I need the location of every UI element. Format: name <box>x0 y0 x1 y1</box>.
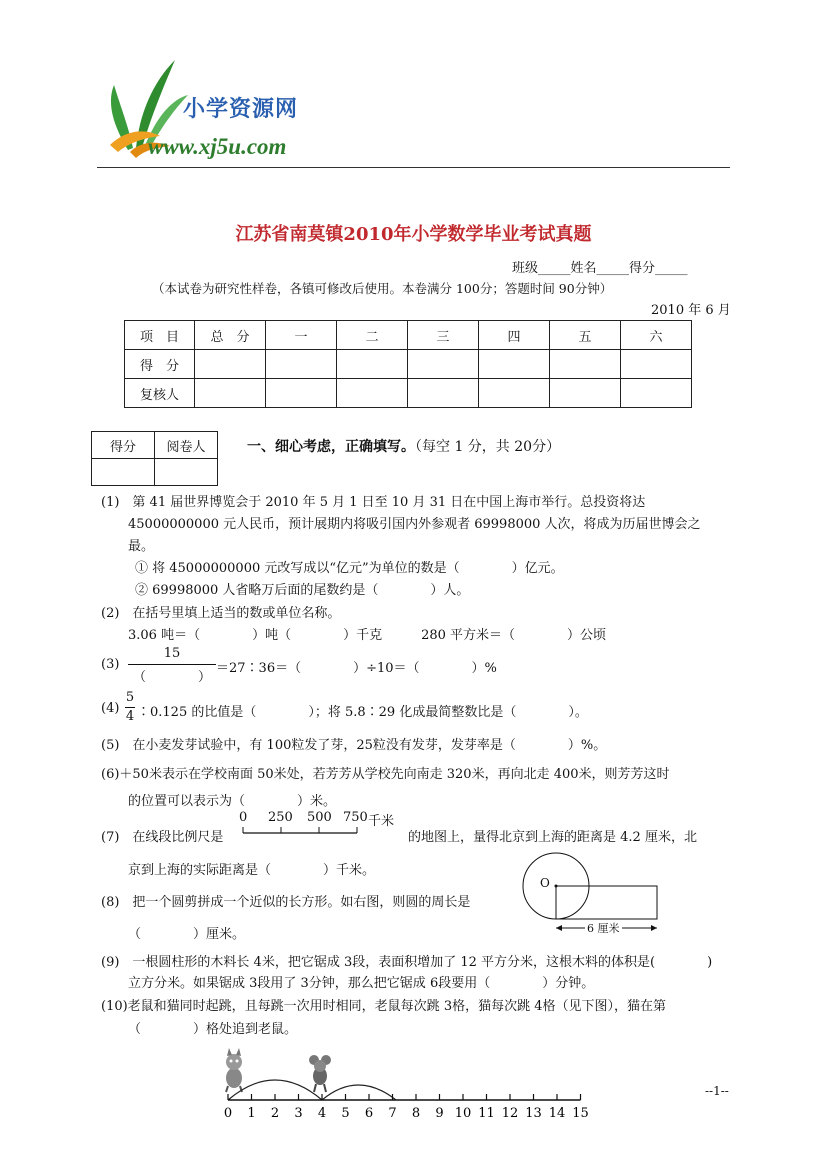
q7-rest: 的地图上，量得北京到上海的距离是 4.2 厘米，北 <box>408 830 697 845</box>
q1-line1: (1) 第 41 届世界博览会于 2010 年 5 月 1 日至 10 月 31 日在中国上海市举行。总投资将达 <box>101 495 646 510</box>
header-cell: 六 <box>621 321 692 350</box>
score-cell[interactable] <box>195 379 266 408</box>
number-line-tick-label: 3 <box>294 1106 303 1121</box>
q5: (5) 在小麦发芽试验中，有 100粒发了芽，25粒没有发芽，发芽率是（ ）%。 <box>101 738 607 753</box>
score-table-header <box>125 321 692 350</box>
number-line-axis <box>210 1040 589 1125</box>
header-cell: 一 <box>266 321 337 350</box>
row-label: 复核人 <box>125 379 195 408</box>
number-line-tick-label: 15 <box>572 1106 589 1121</box>
q10-line1: (10)老鼠和猫同时起跳，且每跳一次用时相同，老鼠每次跳 3格，猫每次跳 4格（见下图），猫在第 <box>101 999 666 1014</box>
number-line-tick-label: 9 <box>435 1106 444 1121</box>
q4-denominator: 4 <box>125 709 135 724</box>
scale-tick-label: 0 <box>239 810 248 825</box>
exam-date: 2010 年 6 月 <box>651 303 731 318</box>
score-cell[interactable] <box>266 379 337 408</box>
q7-label: (7) 在线段比例尺是 <box>101 830 224 845</box>
row-label: 得 分 <box>125 350 195 379</box>
number-line-tick-label: 7 <box>388 1106 397 1121</box>
q1-line3: 最。 <box>128 539 155 554</box>
grade-header-cell: 得分 <box>92 432 155 459</box>
grade-cell[interactable] <box>155 459 218 486</box>
number-line-tick-label: 4 <box>317 1106 327 1121</box>
score-cell[interactable] <box>337 379 408 408</box>
grade-header-cell: 阅卷人 <box>155 432 218 459</box>
scale-tick-label: 250 <box>268 810 293 825</box>
student-info-line: 班级_____姓名_____得分_____ <box>512 261 688 276</box>
q1-part-a: ① 将 45000000000 元改写成以“亿元”为单位的数是（ ）亿元。 <box>135 561 564 576</box>
score-cell[interactable] <box>621 379 692 408</box>
q10-line2: （ ）格处追到老鼠。 <box>128 1022 298 1037</box>
section-heading <box>247 436 560 456</box>
number-line-tick-label: 0 <box>223 1106 233 1121</box>
score-cell[interactable] <box>266 350 337 379</box>
header-cell: 项 目 <box>125 321 195 350</box>
length-label: 6 厘米 <box>587 922 620 935</box>
score-cell[interactable] <box>550 350 621 379</box>
q3-rest: ＝27∶36＝（ ）÷10＝（ ）% <box>216 661 497 676</box>
q1-line2: 45000000000 元人民币，预计展期内将吸引国内外参观者 69998000 人次，将成为历届世博会之 <box>128 517 701 532</box>
score-cell[interactable] <box>408 379 479 408</box>
q8-line1: (8) 把一个圆剪拼成一个近似的长方形。如右图，则圆的周长是 <box>101 895 471 910</box>
score-cell[interactable] <box>337 350 408 379</box>
number-line-tick-label: 10 <box>454 1106 472 1121</box>
q3-label: (3) <box>101 657 120 672</box>
score-table <box>124 320 692 408</box>
q4-numerator: 5 <box>125 690 135 705</box>
number-line-tick-label: 5 <box>341 1106 350 1121</box>
score-cell[interactable] <box>621 350 692 379</box>
number-line-figure <box>210 1040 589 1125</box>
q6-line1: (6)＋50米表示在学校南面 50米处，若芳芳从学校先向南走 320米，再向北走 400米，则芳芳这时 <box>101 767 670 782</box>
q1-part-b: ② 69998000 人省略万后面的尾数约是（ ）人。 <box>135 583 470 598</box>
logo-name: 小学资源网 <box>183 97 299 122</box>
grade-cell[interactable] <box>92 459 155 486</box>
number-line-tick-label: 6 <box>364 1106 374 1121</box>
fraction-bar <box>128 664 216 665</box>
number-line-tick-label: 1 <box>247 1106 256 1121</box>
q9-line1: (9) 一根圆柱形的木料长 4米，把它锯成 3段，表面积增加了 12 平方分米，这根木料的体积是( ) <box>101 955 713 970</box>
score-cell[interactable] <box>550 379 621 408</box>
table-row <box>125 350 692 379</box>
number-line-tick-label: 12 <box>501 1106 519 1121</box>
page-number: --1-- <box>705 1084 729 1098</box>
header-cell: 三 <box>408 321 479 350</box>
header-cell: 二 <box>337 321 408 350</box>
section-points: （每空 1 分，共 20分） <box>415 439 561 455</box>
q6-line2: 的位置可以表示为（ ）米。 <box>128 794 337 809</box>
header-cell: 五 <box>550 321 621 350</box>
header-cell: 总 分 <box>195 321 266 350</box>
number-line-tick-label: 2 <box>270 1106 280 1121</box>
fraction-bar <box>125 707 135 708</box>
q9-line2: 立方分米。如果锯成 3段用了 3分钟，那么把它锯成 6段要用（ ）分钟。 <box>128 976 595 991</box>
scale-tick-label: 500 <box>307 810 332 825</box>
logo-url[interactable]: www.xj5u.com <box>148 134 287 159</box>
score-cell[interactable] <box>479 379 550 408</box>
header-cell: 四 <box>479 321 550 350</box>
number-line-tick-label: 11 <box>478 1106 495 1121</box>
q2-line1: (2) 在括号里填上适当的数或单位名称。 <box>101 606 341 621</box>
scale-unit: 千米 <box>368 814 395 829</box>
grade-box <box>91 431 218 486</box>
circle-center-label: O <box>540 876 550 890</box>
score-cell[interactable] <box>408 350 479 379</box>
score-cell[interactable] <box>479 350 550 379</box>
exam-note: （本试卷为研究性样卷，各镇可修改后使用。本卷满分 100分；答题时间 90分钟） <box>152 281 613 296</box>
number-line-tick-label: 8 <box>411 1106 421 1121</box>
q7-line2: 京到上海的实际距离是（ ）千米。 <box>128 863 376 878</box>
scale-tick-label: 750 <box>343 810 368 825</box>
number-line-tick-label: 14 <box>548 1106 566 1121</box>
q2-line2: 3.06 吨＝（ ）吨（ ）千克 280 平方米＝（ ）公顷 <box>128 628 607 643</box>
table-row <box>125 379 692 408</box>
q8-line2: （ ）厘米。 <box>128 927 246 942</box>
header-divider <box>97 167 730 168</box>
number-line-tick-label: 13 <box>525 1106 542 1121</box>
exam-title: 江苏省南莫镇2010年小学数学毕业考试真题 <box>235 224 592 245</box>
section-title: 一、细心考虑，正确填写。 <box>247 439 415 455</box>
score-cell[interactable] <box>195 350 266 379</box>
q3-denominator: （ ） <box>132 670 211 685</box>
q4-label: (4) <box>101 701 120 716</box>
q3-numerator: 15 <box>163 646 181 661</box>
q4-rest: ∶0.125 的比值是（ ）；将 5.8∶29 化成最简整数比是（ ）。 <box>137 705 588 720</box>
